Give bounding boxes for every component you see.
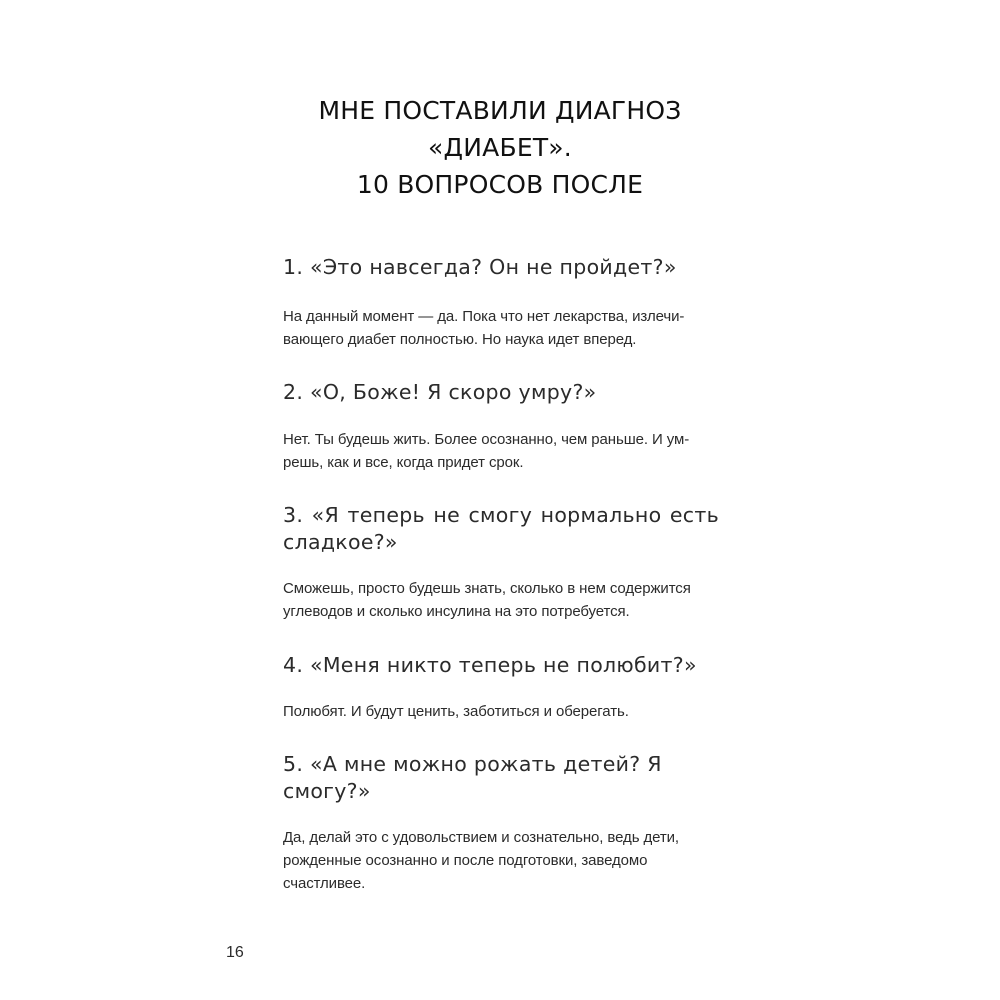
chapter-title-line-3: 10 ВОПРОСОВ ПОСЛЕ [356, 170, 644, 199]
answer-5-text [283, 826, 719, 895]
question-section-2 [283, 379, 719, 474]
answer-3-line-2: углеводов и сколько инсулина на это потребуется. [283, 603, 630, 620]
chapter-title-line-1: МНЕ ПОСТАВИЛИ ДИАГНОЗ [318, 96, 682, 125]
question-section-3 [283, 502, 719, 623]
answer-4-text [283, 700, 719, 723]
question-section-5 [283, 751, 719, 895]
answer-2-line-2: решь, как и все, когда придет срок. [283, 454, 524, 471]
question-3-heading: 3. «Я теперь не смогу нормально есть сладкое?» [283, 503, 719, 554]
answer-2-line-1: Нет. Ты будешь жить. Более осознанно, чем раньше. И ум- [283, 431, 690, 448]
answer-5-line-2: рожденные осознанно и после подготовки, заведомо [283, 852, 648, 869]
answer-1-line-1: На данный момент — да. Пока что нет лекарства, излечи- [283, 308, 685, 325]
chapter-title-line-2: «ДИАБЕТ». [428, 133, 572, 162]
question-section-4 [283, 652, 719, 723]
answer-3-text [283, 577, 719, 623]
question-5-heading: 5. «А мне можно рожать детей? Я смогу?» [283, 752, 662, 803]
question-1-heading: 1. «Это навсегда? Он не пройдет?» [283, 255, 677, 279]
answer-3-line-1: Сможешь, просто будешь знать, сколько в нем содержится [283, 580, 691, 597]
answer-4-line-1: Полюбят. И будут ценить, заботиться и оберегать. [283, 703, 629, 720]
question-2-heading: 2. «О, Боже! Я скоро умру?» [283, 380, 597, 404]
question-4-heading: 4. «Меня никто теперь не полюбит?» [283, 653, 697, 677]
answer-1-line-2: вающего диабет полностью. Но наука идет вперед. [283, 331, 637, 348]
question-section-1 [283, 254, 719, 351]
answer-5-line-1: Да, делай это с удовольствием и сознательно, ведь дети, [283, 829, 679, 846]
answer-2-text [283, 428, 719, 474]
page-number: 16 [226, 944, 244, 961]
chapter-title [0, 92, 1000, 203]
answer-5-line-3: счастливее. [283, 875, 366, 892]
answer-1-text [283, 305, 719, 351]
